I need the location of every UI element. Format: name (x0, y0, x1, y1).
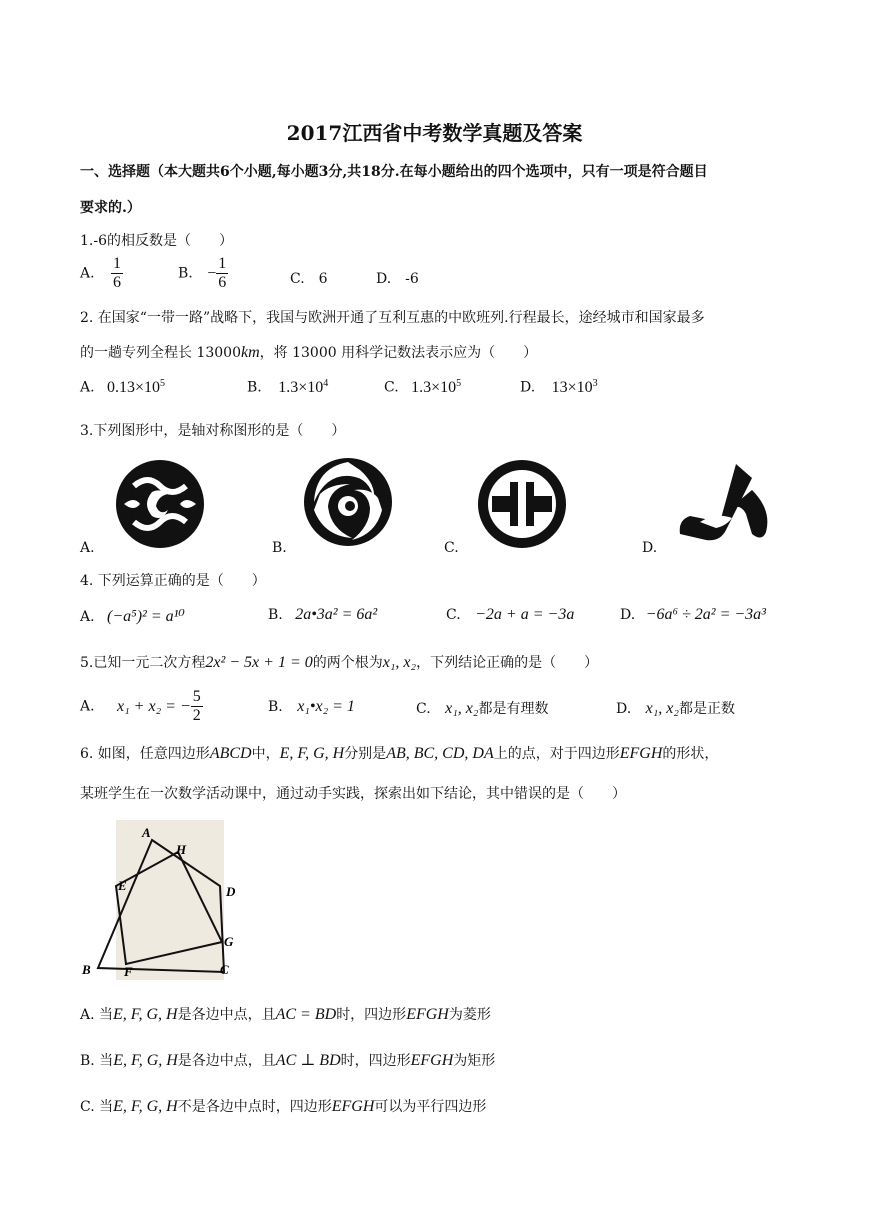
math-expression: E, F, G, H (113, 1098, 178, 1115)
math-base: 13×10 (551, 378, 593, 396)
option-label: C. (384, 379, 399, 396)
math-expression: 2a•3a² = 6a² (295, 606, 378, 623)
math-expression: x₁, x₂ (645, 700, 679, 717)
math-expression: ABCD (209, 745, 252, 762)
math-expression: EFGH (406, 1006, 449, 1023)
math-expression: (−a⁵)² = a¹⁰ (107, 608, 185, 625)
question-2-option-d (520, 378, 598, 397)
question-3-option-a-label: A. (80, 540, 95, 556)
page-title: 2017江西省中考数学真题及答案 (286, 121, 583, 145)
point-label-b: B (82, 962, 91, 977)
point-label-f: F (124, 964, 133, 979)
question-2-option-a (80, 378, 165, 397)
math-expression: 2x² − 5x + 1 = 0 (205, 654, 313, 671)
question-1-option-d: D. -6 (376, 271, 419, 287)
minus-sign: − (207, 264, 217, 282)
option-label: B. (178, 265, 193, 282)
numerator: 1 (113, 255, 122, 272)
point-label-c: C (220, 962, 229, 977)
question-6-option-b (80, 1050, 495, 1070)
question-5-option-a (80, 688, 203, 725)
text: ，下列结论正确的是（ ） (416, 655, 599, 671)
circular-wave-logo-icon (112, 456, 208, 552)
point-label-a: A (142, 825, 151, 840)
unit: km (241, 344, 260, 361)
math-expression: E, F, G, H (113, 1052, 178, 1069)
math-base: 1.3×10 (411, 378, 457, 396)
circle-rail-logo-icon (474, 456, 570, 552)
question-6-option-c (80, 1096, 486, 1116)
question-5-option-d (616, 698, 735, 718)
spiral-swirl-logo-icon (300, 454, 396, 550)
question-2-option-b (247, 378, 328, 397)
question-4-option-c (446, 606, 574, 624)
option-label: B. (268, 607, 283, 623)
option-label: C. (446, 607, 461, 623)
option-label: D. (520, 379, 536, 396)
text: 可以为平行四边形 (374, 1099, 487, 1115)
question-1-option-c: C. 6 (290, 271, 328, 287)
text: 不是各边中点时，四边形 (177, 1099, 332, 1115)
text: 都是正数 (678, 701, 735, 717)
question-4-stem: 4. 下列运算正确的是（ ） (80, 573, 266, 589)
text: 分别是 (344, 746, 387, 762)
math-expression: −6a⁶ ÷ 2a² = −3a³ (645, 606, 766, 623)
text: 的一趟专列全程长 13000 (80, 345, 241, 361)
text: 为矩形 (453, 1053, 496, 1069)
question-6-line2: 某班学生在一次数学活动课中，通过动手实践，探索出如下结论，其中错误的是（ ） (80, 786, 626, 802)
text: 上的点，对于四边形 (493, 746, 620, 762)
math-expression: −2a + a = −3a (475, 606, 575, 623)
option-label: A. (80, 698, 95, 715)
denominator: 2 (192, 707, 201, 724)
question-5-stem (80, 652, 598, 672)
math-expression: EFGH (410, 1052, 454, 1069)
question-3-stem: 3.下列图形中，是轴对称图形的是（ ） (80, 423, 346, 439)
text: 中， (251, 746, 280, 762)
text: 为菱形 (448, 1007, 491, 1023)
denominator: 6 (218, 274, 227, 291)
option-label: A. (80, 609, 95, 625)
text: 都是有理数 (478, 701, 549, 717)
text: ，将 13000 用科学记数法表示应为（ ） (259, 345, 538, 361)
question-2-option-c (384, 378, 461, 397)
fraction (111, 255, 123, 292)
option-label: D. (620, 607, 636, 623)
option-label: A. (80, 379, 95, 396)
text: 是各边中点，且 (177, 1007, 276, 1023)
question-2-line2 (80, 342, 537, 362)
fraction (216, 255, 228, 292)
section-heading-line2: 要求的.） (80, 200, 141, 216)
text: 是各边中点，且 (177, 1053, 276, 1069)
math-expression: x₁ + x₂ = − (117, 697, 191, 715)
text: 的形状， (662, 746, 719, 762)
question-4-option-a (80, 606, 185, 626)
exponent: 5 (160, 378, 166, 389)
question-5-option-c (416, 698, 548, 718)
ribbon-logo-icon (676, 460, 782, 550)
text: 5.已知一元二次方程 (80, 655, 206, 671)
question-1-stem: 1.-6的相反数是（ ） (80, 233, 233, 249)
exponent: 3 (592, 378, 598, 389)
question-1-option-a (80, 255, 123, 292)
numerator: 5 (192, 688, 201, 705)
fraction (191, 688, 203, 725)
numerator: 1 (218, 255, 227, 272)
text: A. 当 (80, 1007, 114, 1023)
option-label: D. (616, 701, 632, 717)
question-3-option-c-label: C. (444, 540, 459, 556)
math-expression: AC = BD (275, 1006, 337, 1023)
question-4-option-b (268, 606, 377, 624)
option-label: A. (80, 265, 95, 282)
exponent: 5 (456, 378, 462, 389)
quadrilateral-figure (80, 818, 250, 986)
section-heading-line1: 一、选择题（本大题共6个小题,每小题3分,共18分.在每小题给出的四个选项中，只有一项是符合题目 (80, 164, 708, 180)
text: 的两个根为 (312, 655, 383, 671)
math-expression: AB, BC, CD, DA (386, 745, 494, 762)
option-label: C. (416, 701, 431, 717)
math-expression: x₁•x₂ = 1 (297, 698, 355, 715)
point-label-h: H (176, 842, 187, 857)
math-expression: E, F, G, H (279, 745, 345, 762)
math-base: 0.13×10 (107, 378, 161, 396)
denominator: 6 (113, 274, 122, 291)
option-label: B. (247, 379, 262, 396)
exponent: 4 (323, 378, 329, 389)
text: C. 当 (80, 1099, 114, 1115)
math-expression: AC ⊥ BD (275, 1052, 341, 1069)
math-expression: EFGH (619, 745, 663, 762)
text: B. 当 (80, 1053, 114, 1069)
math-expression: E, F, G, H (113, 1006, 178, 1023)
option-label: B. (268, 699, 283, 715)
question-3-option-b-label: B. (272, 540, 287, 556)
point-label-g: G (224, 934, 234, 949)
math-expression: x₁, x₂ (382, 654, 417, 671)
question-6-option-a (80, 1004, 491, 1024)
question-4-option-d (620, 606, 766, 624)
math-expression: x₁, x₂ (445, 700, 479, 717)
question-3-option-d-label: D. (642, 540, 658, 556)
text: 时，四边形 (340, 1053, 411, 1069)
question-2-line1: 2. 在国家“一带一路”战略下，我国与欧洲开通了互利互惠的中欧班列.行程最长，途经城市和国家最多 (80, 310, 705, 326)
question-5-option-b (268, 698, 355, 716)
text: 时，四边形 (336, 1007, 407, 1023)
point-label-e: E (118, 878, 127, 893)
question-6-line1 (80, 743, 718, 763)
math-expression: EFGH (331, 1098, 375, 1115)
text: 6. 如图，任意四边形 (80, 746, 210, 762)
math-base: 1.3×10 (278, 378, 324, 396)
question-1-option-b (178, 255, 228, 292)
point-label-d: D (226, 884, 236, 899)
